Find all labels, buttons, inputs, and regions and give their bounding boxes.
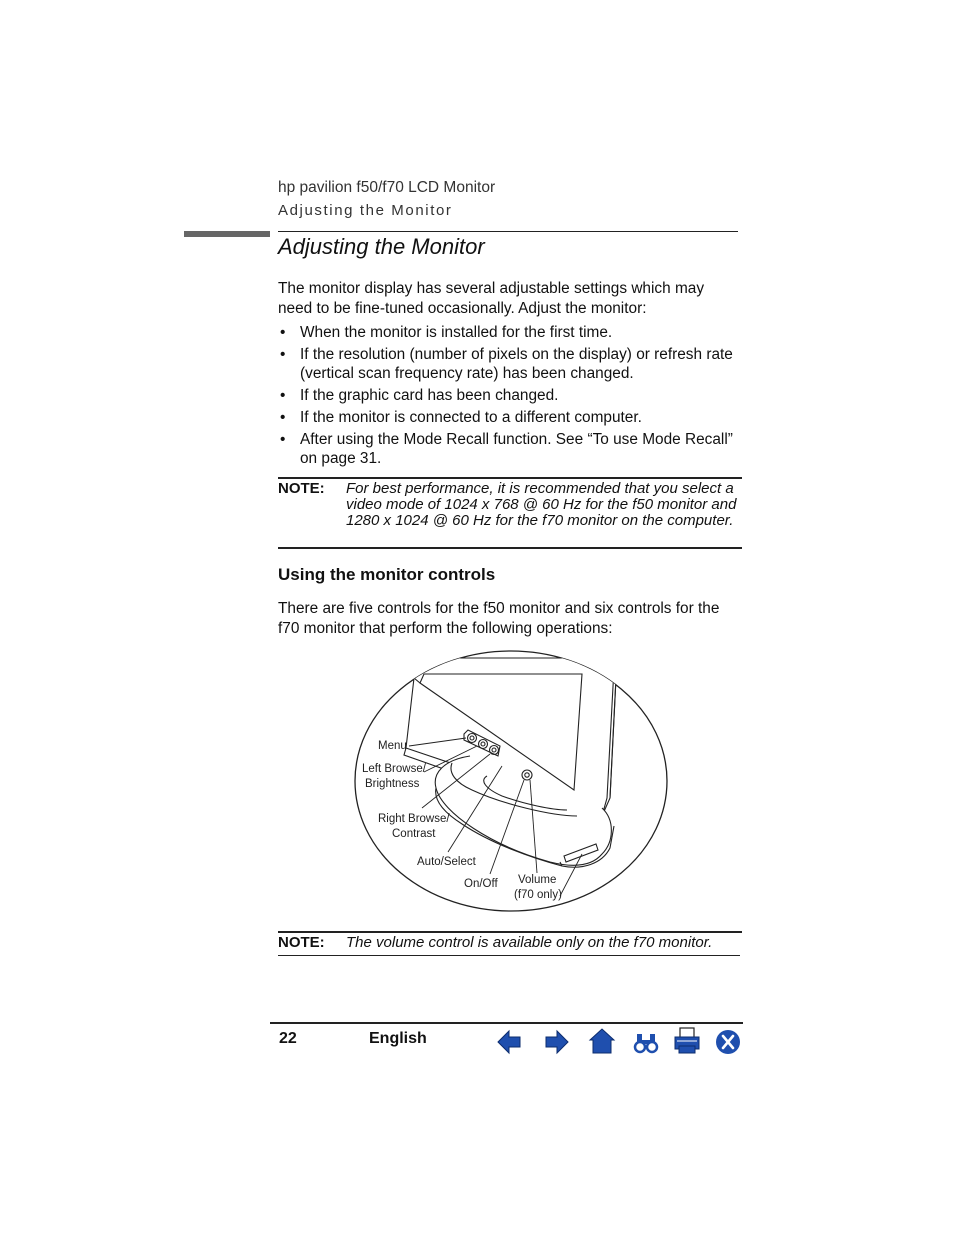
home-icon[interactable] bbox=[588, 1027, 616, 1055]
printer-icon[interactable] bbox=[673, 1026, 701, 1054]
bullet-mark: • bbox=[280, 431, 286, 448]
label-brightness: Brightness bbox=[365, 778, 420, 790]
label-left-browse: Left Browse/ bbox=[362, 763, 426, 775]
list-item-text: When the monitor is installed for the first time. bbox=[300, 324, 613, 341]
note-top-rule bbox=[278, 477, 742, 479]
page-title: Adjusting the Monitor bbox=[278, 234, 485, 259]
note2-bottom-rule bbox=[278, 955, 740, 956]
monitor-illustration bbox=[352, 648, 670, 914]
label-auto-select: Auto/Select bbox=[417, 856, 476, 868]
list-item-text: After using the Mode Recall function. See “To use Mode Recall” on page 31. bbox=[300, 431, 733, 467]
label-contrast: Contrast bbox=[392, 828, 436, 840]
title-rule bbox=[278, 231, 738, 232]
label-on-off: On/Off bbox=[464, 878, 498, 890]
arrow-right-icon[interactable] bbox=[542, 1028, 570, 1056]
list-item bbox=[278, 430, 742, 468]
bullet-mark: • bbox=[280, 387, 286, 404]
close-x-icon[interactable] bbox=[714, 1028, 742, 1056]
note-bottom-rule bbox=[278, 547, 742, 549]
subheading: Using the monitor controls bbox=[278, 565, 496, 584]
bullet-list bbox=[278, 323, 742, 471]
footer-rule bbox=[270, 1022, 743, 1024]
note2-text: The volume control is available only on the f70 monitor. bbox=[346, 934, 713, 951]
label-volume: Volume bbox=[518, 874, 557, 886]
binoculars-icon[interactable] bbox=[632, 1028, 660, 1056]
bullet-mark: • bbox=[280, 324, 286, 341]
list-item-text: If the graphic card has been changed. bbox=[300, 387, 559, 404]
list-item bbox=[278, 408, 742, 427]
note-label: NOTE: bbox=[278, 480, 325, 497]
arrow-left-icon[interactable] bbox=[496, 1028, 524, 1056]
section-marker-bar bbox=[184, 231, 270, 237]
language-label: English bbox=[369, 1030, 427, 1047]
note2-label: NOTE: bbox=[278, 934, 325, 951]
note-text: For best performance, it is recommended that you select a video mode of 1024 x 768 @ 60 Hz for the f50 monitor and 1280 x 1024 @ 60 Hz for the f70 monitor on the computer. bbox=[346, 480, 737, 529]
list-item bbox=[278, 386, 742, 405]
list-item bbox=[278, 345, 742, 383]
monitor-controls-figure bbox=[352, 648, 670, 919]
bullet-mark: • bbox=[280, 346, 286, 363]
intro-paragraph: The monitor display has several adjustable settings which may need to be fine-tuned occasionally. Adjust the monitor: bbox=[278, 280, 705, 317]
running-header-product: hp pavilion f50/f70 LCD Monitor bbox=[278, 179, 496, 196]
page-number: 22 bbox=[279, 1030, 297, 1047]
list-item bbox=[278, 323, 742, 342]
bullet-mark: • bbox=[280, 409, 286, 426]
label-menu: Menu bbox=[378, 740, 407, 752]
controls-paragraph: There are five controls for the f50 monitor and six controls for the f70 monitor that perform the following operations: bbox=[278, 600, 720, 637]
note2-top-rule bbox=[278, 931, 742, 933]
list-item-text: If the monitor is connected to a different computer. bbox=[300, 409, 642, 426]
list-item-text: If the resolution (number of pixels on the display) or refresh rate (vertical scan frequency rate) has been changed. bbox=[300, 346, 733, 382]
running-header-section: Adjusting the Monitor bbox=[278, 202, 453, 219]
label-right-browse: Right Browse/ bbox=[378, 813, 450, 825]
label-f70-only: (f70 only) bbox=[514, 889, 562, 901]
